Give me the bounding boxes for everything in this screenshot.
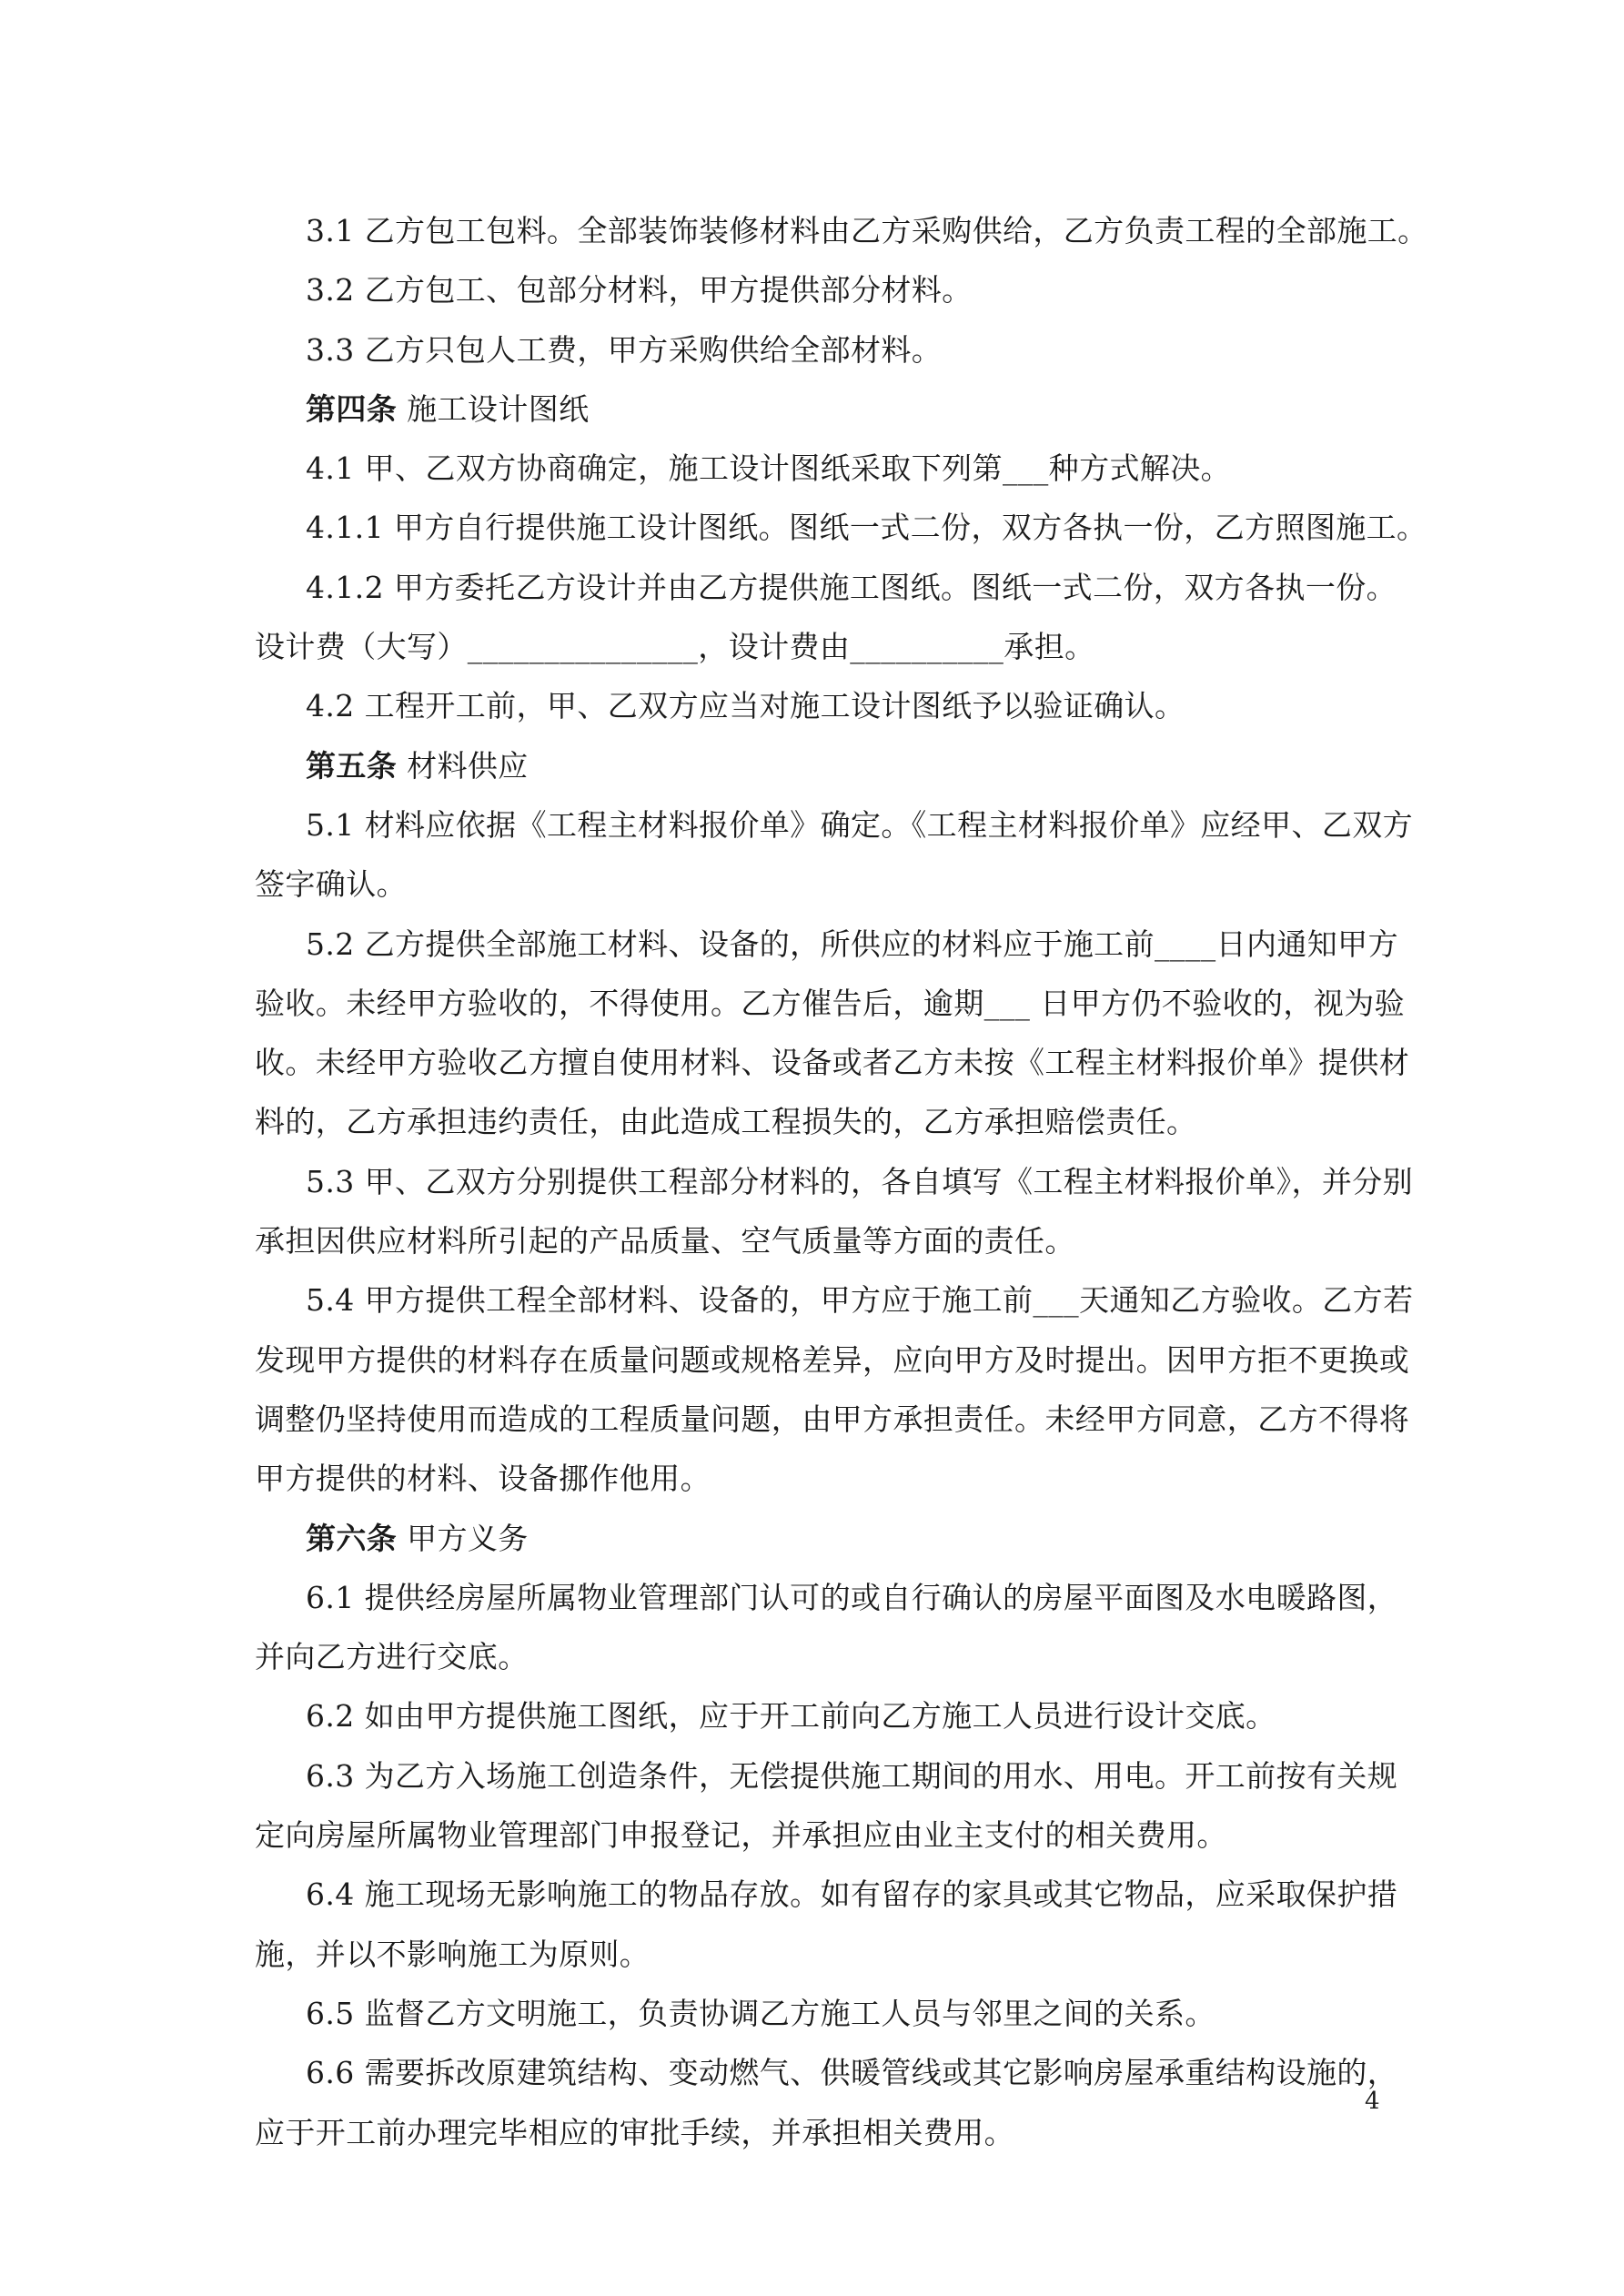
article-6-heading xyxy=(255,1513,1387,1573)
article-6-title: 甲方义务 xyxy=(397,1520,529,1556)
clause-5-4-continued-2: 调整仍坚持使用而造成的工程质量问题，由甲方承担责任。未经甲方同意，乙方不得将 xyxy=(255,1401,1410,1437)
article-4-number: 第四条 xyxy=(306,390,398,427)
clause-6-5: 6.5 监督乙方文明施工，负责协调乙方施工人员与邻里之间的关系。 xyxy=(306,1995,1215,2031)
clause-4-1-2: 4.1.2 甲方委托乙方设计并由乙方提供施工图纸。图纸一式二份，双方各执一份。 xyxy=(306,569,1397,605)
clause-6-3: 6.3 为乙方入场施工创造条件，无偿提供施工期间的用水、用电。开工前按有关规 xyxy=(306,1757,1398,1794)
clause-6-6: 6.6 需要拆改原建筑结构、变动燃气、供暖管线或其它影响房屋承重结构设施的， xyxy=(306,2055,1398,2091)
article-4-title: 施工设计图纸 xyxy=(397,390,590,427)
clause-5-3: 5.3 甲、乙双方分别提供工程部分材料的，各自填写《工程主材料报价单》，并分别 xyxy=(306,1163,1414,1199)
clause-5-1: 5.1 材料应依据《工程主材料报价单》确定。《工程主材料报价单》应经甲、乙双方 xyxy=(306,806,1414,843)
clause-6-3-continued: 定向房屋所属物业管理部门申报登记，并承担应由业主支付的相关费用。 xyxy=(255,1817,1227,1854)
clause-4-2: 4.2 工程开工前，甲、乙双方应当对施工设计图纸予以验证确认。 xyxy=(306,688,1185,724)
article-5-title: 材料供应 xyxy=(397,747,529,784)
clause-4-1: 4.1 甲、乙双方协商确定，施工设计图纸采取下列第___种方式解决。 xyxy=(306,450,1232,487)
clause-6-4-continued: 施，并以不影响施工为原则。 xyxy=(255,1936,651,1972)
clause-5-4-continued-1: 发现甲方提供的材料存在质量问题或规格差异，应向甲方及时提出。因甲方拒不更换或 xyxy=(255,1341,1410,1378)
clause-5-2-continued-2: 收。未经甲方验收乙方擅自使用材料、设备或者乙方未按《工程主材料报价单》提供材 xyxy=(255,1045,1410,1081)
clause-5-4-continued-3: 甲方提供的材料、设备挪作他用。 xyxy=(255,1461,711,1497)
clause-6-6-continued: 应于开工前办理完毕相应的审批手续，并承担相关费用。 xyxy=(255,2114,1014,2150)
clause-4-1-1: 4.1.1 甲方自行提供施工设计图纸。图纸一式二份，双方各执一份，乙方照图施工。 xyxy=(306,510,1427,546)
clause-3-3: 3.3 乙方只包人工费，甲方采购供给全部材料。 xyxy=(306,331,943,368)
contract-body xyxy=(255,206,1428,2167)
clause-5-2-continued-3: 料的，乙方承担违约责任，由此造成工程损失的，乙方承担赔偿责任。 xyxy=(255,1104,1197,1140)
clause-6-1: 6.1 提供经房屋所属物业管理部门认可的或自行确认的房屋平面图及水电暖路图， xyxy=(306,1579,1398,1615)
clause-3-1: 3.1 乙方包工包料。全部装饰装修材料由乙方采购供给，乙方负责工程的全部施工。 xyxy=(306,213,1428,248)
clause-3-2: 3.2 乙方包工、包部分材料，甲方提供部分材料。 xyxy=(306,272,973,308)
clause-5-4: 5.4 甲方提供工程全部材料、设备的，甲方应于施工前___天通知乙方验收。乙方若 xyxy=(306,1282,1414,1319)
clause-6-1-continued: 并向乙方进行交底。 xyxy=(255,1639,529,1675)
article-6-number: 第六条 xyxy=(306,1520,398,1556)
article-5-number: 第五条 xyxy=(306,747,398,784)
clause-6-4: 6.4 施工现场无影响施工的物品存放。如有留存的家具或其它物品，应采取保护措 xyxy=(306,1876,1398,1913)
clause-5-2-continued-1: 验收。未经甲方验收的，不得使用。乙方催告后，逾期___ 日甲方仍不验收的，视为验 xyxy=(255,985,1405,1021)
clause-4-1-2-continued: 设计费（大写）_______________，设计费由__________承担。 xyxy=(255,629,1095,665)
article-5-heading xyxy=(255,741,1387,800)
article-4-heading xyxy=(255,384,1387,443)
clause-5-1-continued: 签字确认。 xyxy=(255,866,407,903)
page-number: 4 xyxy=(1365,2088,1380,2115)
clause-5-2: 5.2 乙方提供全部施工材料、设备的，所供应的材料应于施工前____日内通知甲方 xyxy=(306,925,1398,962)
clause-6-2: 6.2 如由甲方提供施工图纸，应于开工前向乙方施工人员进行设计交底。 xyxy=(306,1698,1276,1735)
clause-5-3-continued: 承担因供应材料所引起的产品质量、空气质量等方面的责任。 xyxy=(255,1223,1075,1259)
